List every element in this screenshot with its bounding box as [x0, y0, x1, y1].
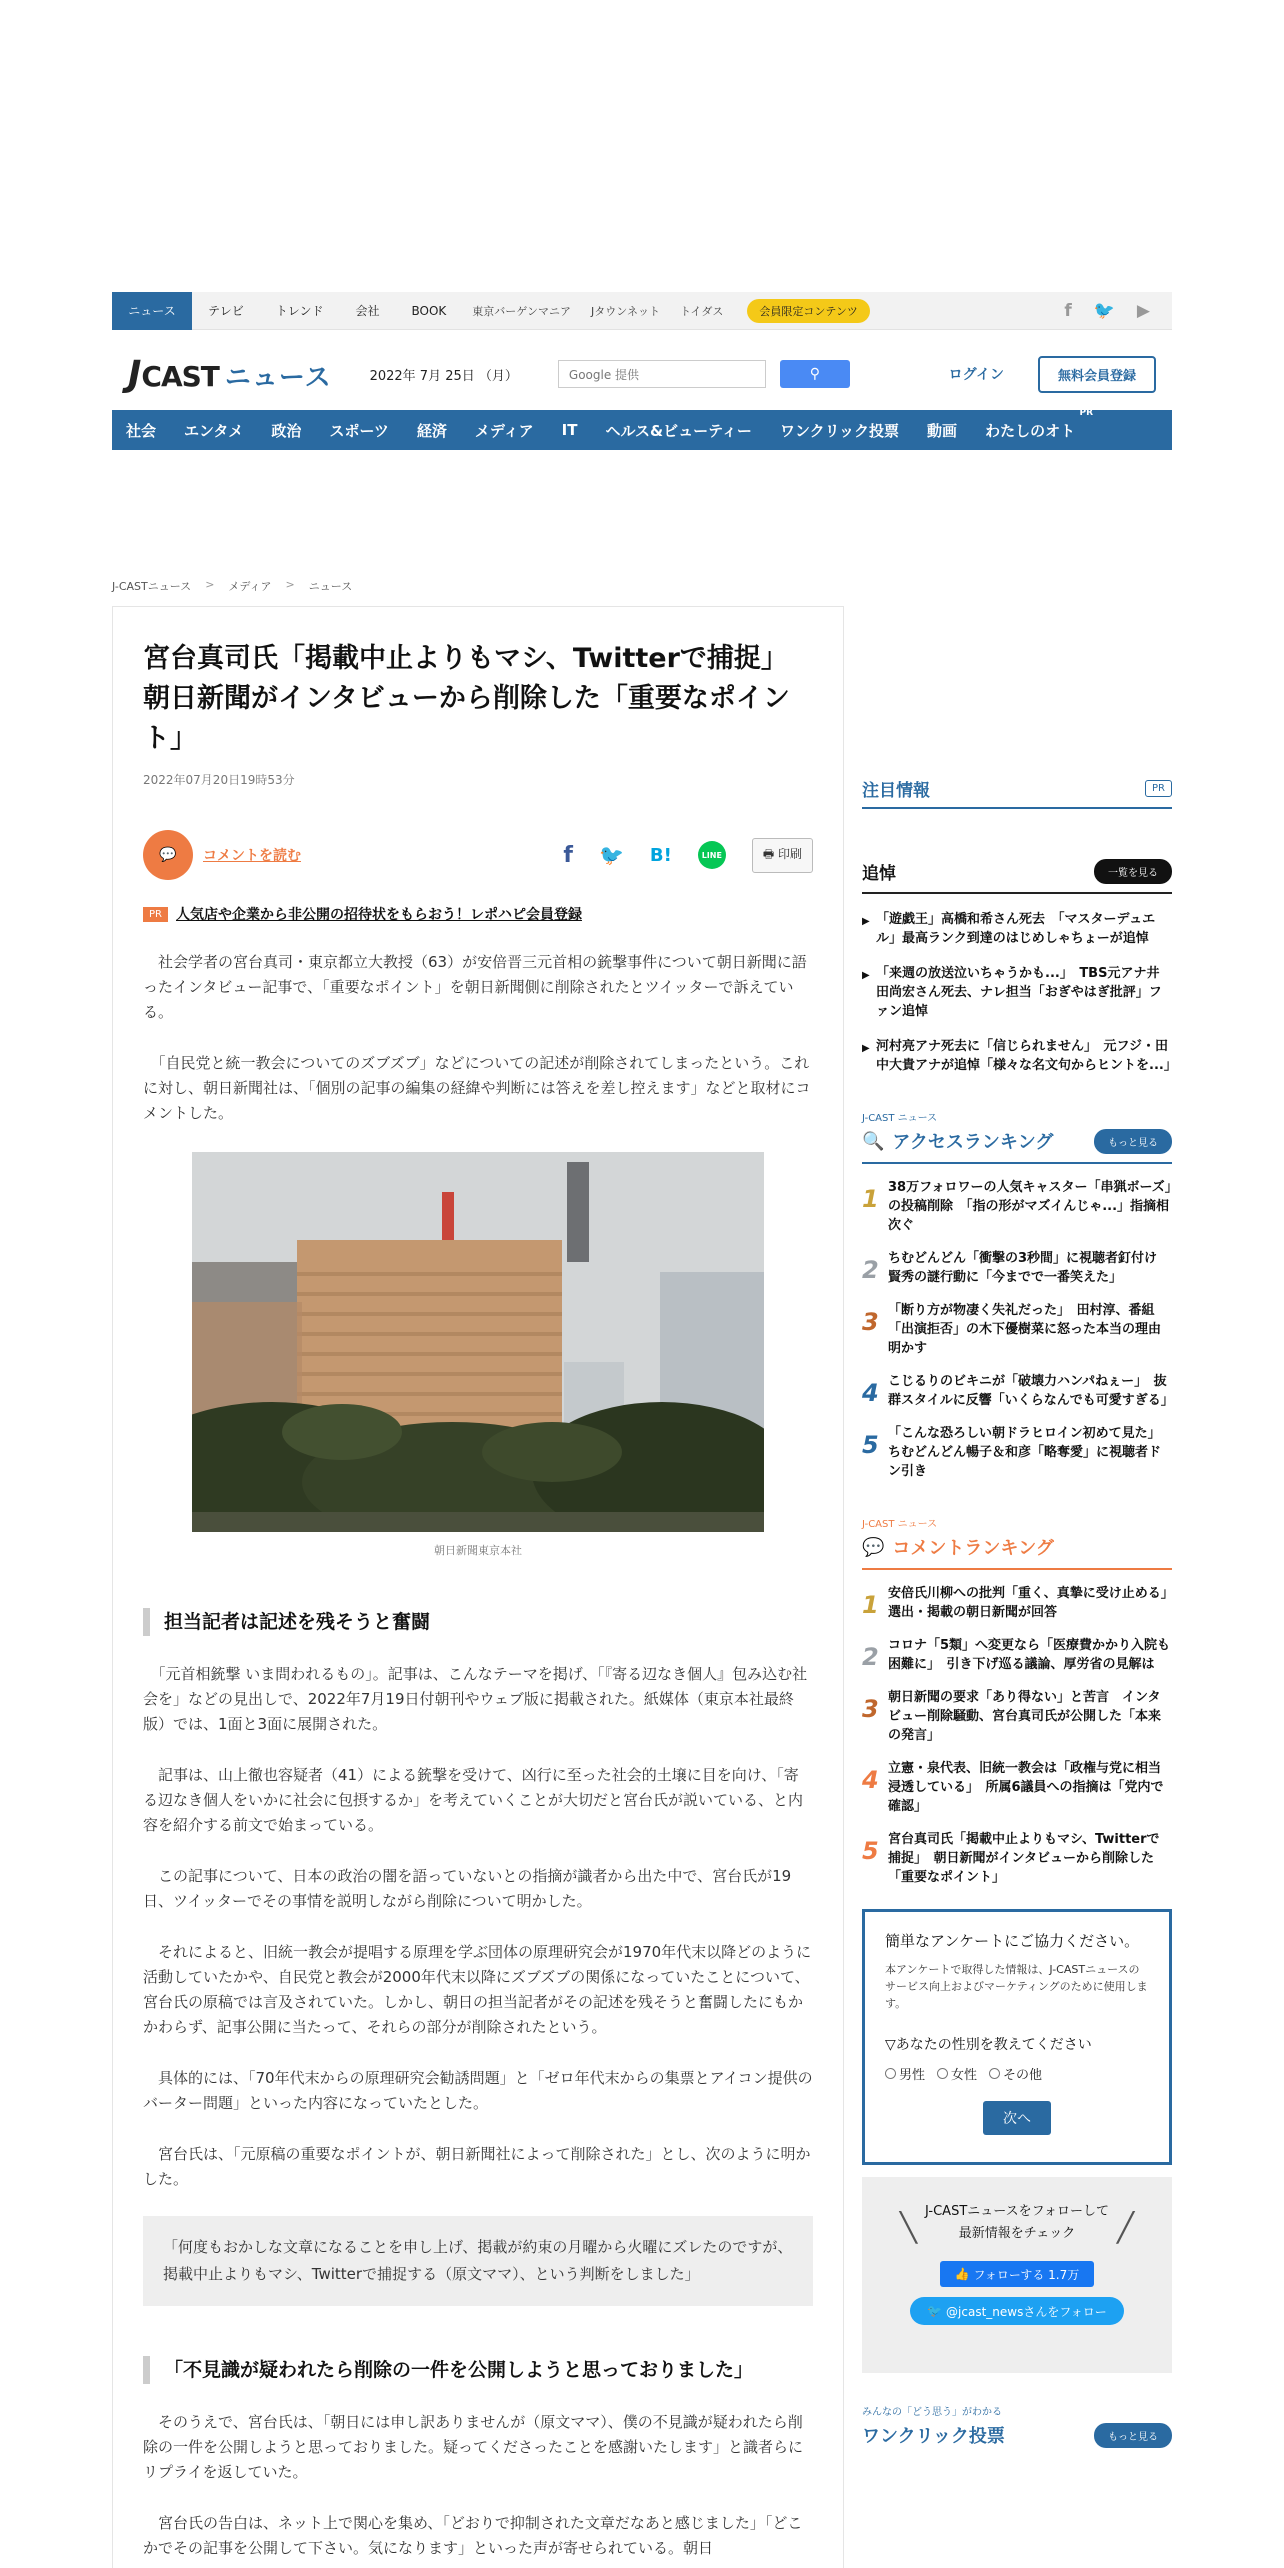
search-button[interactable]	[780, 360, 850, 388]
poll-heading: ワンクリック投票 もっと見る	[862, 2422, 1172, 2448]
cat-watashi-no-oto[interactable]: わたしのオト PR	[985, 407, 1094, 440]
ranking-item[interactable]: 4 こじるりのビキニが「破壊力ハンパねぇー」 抜群スタイルに反響「いくらなんでも可愛すぎる」	[862, 1374, 1174, 1408]
survey-option-female[interactable]: 女性	[937, 2064, 977, 2083]
cat-entertainment[interactable]: エンタメ	[184, 421, 244, 440]
login-link[interactable]: ログイン	[948, 367, 1004, 383]
article	[112, 606, 844, 2568]
ranking-item[interactable]: 1 38万フォロワーの人気キャスター「串猟ボーズ」の投稿削除 「指の形がマズイんじゃ...」指摘相次ぐ	[862, 1180, 1172, 1233]
cat-economy[interactable]: 経済	[416, 421, 447, 440]
twitter-share-icon[interactable]: 🐦	[598, 843, 624, 867]
blockquote: 「何度もおかしな文章になることを申し上げ、掲載が約束の月曜から火曜にズレたのですが、掲載中止よりもマシ、Twitterで捕捉する（原文ママ）、という判断をしました」	[143, 2216, 813, 2306]
ranking-item[interactable]: 3 朝日新聞の要求「あり得ない」と苦言 インタビュー削除騒動、宮台真司氏が公開した「本来の発言」	[862, 1690, 1162, 1743]
comment-ranking-heading: 💬 コメントランキング	[862, 1534, 1172, 1570]
ranking-item[interactable]: 3 「断り方が物凄く失礼だった」 田村淳、番組「出演拒否」の木下優樹菜に怒った本当の理由明かす	[862, 1303, 1162, 1356]
survey-title: 簡単なアンケートにご協力ください。	[885, 1932, 1140, 1950]
photo-caption: 朝日新聞東京本社	[434, 1544, 522, 1557]
follow-line-1: J-CASTニュースをフォローして	[925, 2204, 1109, 2219]
section-heading: 担当記者は記述を残そうと奮闘	[143, 1608, 813, 1636]
article-paragraph: この記事について、日本の政治の闇を語っていないとの指摘が識者から出た中で、宮台氏が19日、ツイッターでその事情を説明しながら削除について明かした。	[143, 1867, 792, 1910]
follow-line-2: 最新情報をチェック	[958, 2226, 1076, 2241]
article-paragraph: それによると、旧統一教会が提唱する原理を学ぶ団体の原理研究会が1970年代末以降どのように活動していたかや、自民党と教会が2000年代末以降にズブズブの関係になっていたことについて、宮台氏の原稿では言及されていた。しかし、朝日の担当記者がその記述を残そうと奮闘したにもかかわらず、記事公開に当たって、それらの部分が削除されたという。	[143, 1943, 812, 2036]
radio-button[interactable]	[937, 2068, 948, 2079]
article-paragraph: 宮台氏の告白は、ネット上で関心を集め、「どおりで抑制された文章だなあと感じました」「どこかでその記事を公開して下さい。気になります」といった声が寄せられている。朝日	[143, 2514, 803, 2557]
cat-one-click-vote[interactable]: ワンクリック投票	[779, 421, 900, 440]
search-input[interactable]: Google 提供	[558, 360, 766, 388]
breadcrumb-separator: >	[285, 578, 295, 591]
tab-book[interactable]: BOOK	[411, 303, 447, 318]
ranking-item[interactable]: 2 コロナ「5類」へ変更なら「医療費かかり入院も困難に」 引き下げ巡る議論、厚労省の見解は	[862, 1638, 1171, 1672]
obituary-item[interactable]: ▶ 「遊戯王」高橋和希さん死去 「マスターデュエル」最高ランク到達のはじめしゃちょーが追悼	[862, 912, 1156, 946]
cat-society[interactable]: 社会	[126, 421, 157, 440]
obituary-item[interactable]: ▶ 「来週の放送泣いちゃうかも...」 TBS元アナ井田尚宏さん死去、ナレ担当「おぎやはぎ批評」ファン追悼	[862, 966, 1162, 1019]
article-photo[interactable]	[192, 1152, 764, 1532]
print-button[interactable]: 🖶 印刷	[752, 838, 813, 873]
jcast-news-label: J-CAST ニュース	[862, 1519, 938, 1530]
pr-tag: PR	[143, 907, 168, 922]
pr-banner	[143, 904, 813, 924]
thumbs-up-icon: 👍	[954, 2267, 974, 2281]
twitter-icon: 🐦	[927, 2304, 947, 2318]
breadcrumb-home[interactable]: J-CASTニュース	[112, 580, 192, 593]
article-title: 宮台真司氏「掲載中止よりもマシ、Twitterで捕捉」朝日新聞がインタビューから削除した「重要なポイント」	[143, 643, 790, 754]
category-nav	[112, 407, 1172, 450]
comment-icon[interactable]: 💬	[143, 830, 193, 880]
top-nav	[112, 292, 1172, 330]
search-icon: 🔍	[862, 1130, 885, 1152]
site-header	[112, 338, 1172, 410]
article-paragraph: 記事は、山上徹也容疑者（41）による銃撃を受けて、凶行に至った社会的土壌に目を向け、「寄る辺なき個人をいかに社会に包摂するか」を考えていくことが大切だと宮台氏が説いている、と内容を紹介する前文で始まっている。	[143, 1766, 804, 1834]
link-toidas[interactable]: トイダス	[679, 304, 724, 318]
triangle-right-icon: ▶	[862, 970, 870, 981]
read-comments-link[interactable]: コメントを読む	[203, 848, 301, 864]
ranking-item[interactable]: 5 「こんな恐ろしい朝ドラヒロイン初めて見た」 ちむどんどん暢子＆和彦「略奪愛」に視聴者ドン引き	[862, 1426, 1168, 1479]
cat-sports[interactable]: スポーツ	[329, 421, 389, 440]
cat-media[interactable]: メディア	[474, 421, 534, 440]
link-bargain-mania[interactable]: 東京バーゲンマニア	[472, 304, 572, 318]
tab-company[interactable]: 会社	[355, 304, 380, 318]
breadcrumb-separator: >	[205, 578, 215, 591]
radio-button[interactable]	[885, 2068, 896, 2079]
facebook-follow-button[interactable]: 👍 フォローする 1.7万	[940, 2261, 1094, 2287]
triangle-right-icon: ▶	[862, 916, 870, 927]
member-content-badge[interactable]: 会員限定コンテンツ	[747, 299, 869, 323]
radio-button[interactable]	[989, 2068, 1000, 2079]
obituary-item[interactable]: ▶ 河村亮アナ死去に「信じられません」 元フジ・田中大貴アナが追悼「様々な名文句からヒントを...」	[862, 1039, 1177, 1073]
survey-question: ▽あなたの性別を教えてください	[885, 2037, 1092, 2053]
ranking-item[interactable]: 2 ちむどんどん「衝撃の3秒間」に視聴者釘付け 賢秀の謎行動に「今までで一番笑えた」	[862, 1251, 1171, 1285]
social-links	[1064, 301, 1172, 321]
pr-label: PR	[1079, 407, 1094, 418]
follow-box	[862, 2177, 1172, 2373]
obituary-heading: 追悼 一覧を見る	[862, 859, 1172, 894]
twitter-icon[interactable]: 🐦	[1093, 300, 1115, 321]
access-ranking-heading: 🔍 アクセスランキング もっと見る	[862, 1128, 1172, 1164]
ranking-item[interactable]: 4 立憲・泉代表、旧統一教会は「政権与党に相当浸透している」 所属6議員への指摘は「党内で確認」	[862, 1761, 1164, 1814]
obituary-more-button[interactable]: 一覧を見る	[1094, 859, 1172, 884]
article-paragraph: 「元首相銃撃 いま問われるもの」。記事は、こんなテーマを掲げ、「『寄る辺なき個人』包み込む社会を」などの見出しで、2022年7月19日付朝刊やウェブ版に掲載された。紙媒体（東京本社最終版）では、1面と3面に展開された。	[143, 1665, 808, 1733]
poll-more-button[interactable]: もっと見る	[1094, 2423, 1172, 2448]
jcast-news-label: J-CAST ニュース	[862, 1113, 938, 1124]
cat-health-beauty[interactable]: ヘルス&ビューティー	[605, 421, 752, 440]
breadcrumb-news: ニュース	[308, 580, 353, 593]
asahi-building-photo	[192, 1152, 764, 1532]
poll-label: みんなの「どう思う」がわかる	[862, 2407, 1002, 2418]
tab-tv[interactable]: テレビ	[208, 304, 244, 318]
current-date: 2022年 7月 25日 （月）	[369, 368, 518, 384]
featured-heading: 注目情報 PR	[862, 776, 1172, 809]
register-button[interactable]: 無料会員登録	[1038, 356, 1156, 393]
printer-icon: 🖶	[762, 846, 775, 861]
link-j-townnet[interactable]: Jタウンネット	[591, 304, 660, 318]
article-paragraph: 宮台氏は、「元原稿の重要なポイントが、朝日新聞社によって削除された」とし、次のように明かした。	[143, 2145, 811, 2188]
cat-it[interactable]: IT	[561, 421, 578, 439]
survey-next-button[interactable]: 次へ	[983, 2101, 1051, 2135]
triangle-right-icon: ▶	[862, 1043, 870, 1054]
line-share-icon[interactable]: LINE	[698, 841, 726, 869]
cat-video[interactable]: 動画	[927, 421, 958, 440]
ranking-item[interactable]: 1 安倍氏川柳への批判「重く、真摯に受け止める」 選出・掲載の朝日新聞が回答	[862, 1586, 1181, 1620]
breadcrumb-media[interactable]: メディア	[228, 580, 272, 593]
article-date: 2022年07月20日19時53分	[143, 773, 295, 787]
youtube-icon[interactable]: ▶	[1136, 300, 1150, 321]
section-heading: 「不見識が疑われたら削除の一件を公開しようと思っておりました」	[143, 2356, 813, 2384]
hatena-bookmark-icon[interactable]: B!	[649, 844, 672, 866]
site-logo[interactable]: J CAST ニュース	[128, 353, 332, 395]
pr-link[interactable]: 人気店や企業から非公開の招待状をもらおう！レポハピ会員登録	[175, 907, 582, 923]
survey-box	[862, 1909, 1172, 2165]
facebook-icon[interactable]: f	[1064, 300, 1072, 321]
sidebar	[862, 580, 1181, 2448]
breadcrumb	[112, 578, 352, 594]
speech-bubble-icon: 💬	[862, 1536, 885, 1558]
twitter-follow-button[interactable]: 🐦 @jcast_newsさんをフォロー	[910, 2297, 1124, 2325]
survey-description: 本アンケートで取得した情報は、J-CASTニュースのサービス向上およびマーケティングのために使用します。	[885, 1963, 1148, 2010]
ranking-item[interactable]: 5 宮台真司氏「掲載中止よりもマシ、Twitterで捕捉」 朝日新聞がインタビューから削除した「重要なポイント」	[862, 1832, 1160, 1885]
share-bar	[143, 830, 813, 880]
survey-options	[885, 2064, 1149, 2083]
survey-option-other[interactable]: その他	[989, 2064, 1042, 2083]
survey-option-male[interactable]: 男性	[885, 2064, 925, 2083]
pr-badge: PR	[1145, 780, 1172, 797]
tab-news[interactable]: ニュース	[112, 292, 192, 330]
access-ranking-more-button[interactable]: もっと見る	[1094, 1129, 1172, 1154]
article-paragraph: 「自民党と統一教会についてのズブズブ」などについての記述が削除されてしまったという。これに対し、朝日新聞社は、「個別の記事の編集の経緯や判断には答えを差し控えます」などと取材にコメントした。	[143, 1054, 811, 1122]
cat-politics[interactable]: 政治	[271, 421, 302, 440]
bracket-decoration: ╱	[1117, 2211, 1134, 2244]
article-paragraph: そのうえで、宮台氏は、「朝日には申し訳ありませんが（原文ママ）、僕の不見識が疑われたら削除の一件を公開しようと思っておりました。疑ってくださったことを感謝いたします」と識者らにリプライを返していた。	[143, 2413, 804, 2481]
article-paragraph: 社会学者の宮台真司・東京都立大教授（63）が安倍晋三元首相の銃撃事件について朝日新聞に語ったインタビュー記事で、「重要なポイント」を朝日新聞側に削除されたとツイッターで訴えている。	[143, 953, 807, 1021]
article-paragraph: 具体的には、「70年代末からの原理研究会勧誘問題」と「ゼロ年代末からの集票とアイコン提供のバーター問題」といった内容になっていたとした。	[143, 2069, 813, 2112]
tab-trend[interactable]: トレンド	[275, 304, 324, 318]
facebook-share-icon[interactable]: f	[563, 842, 573, 868]
bracket-decoration: ╲	[900, 2211, 917, 2244]
share-icons	[563, 841, 725, 869]
search-icon: ⚲	[809, 366, 821, 382]
